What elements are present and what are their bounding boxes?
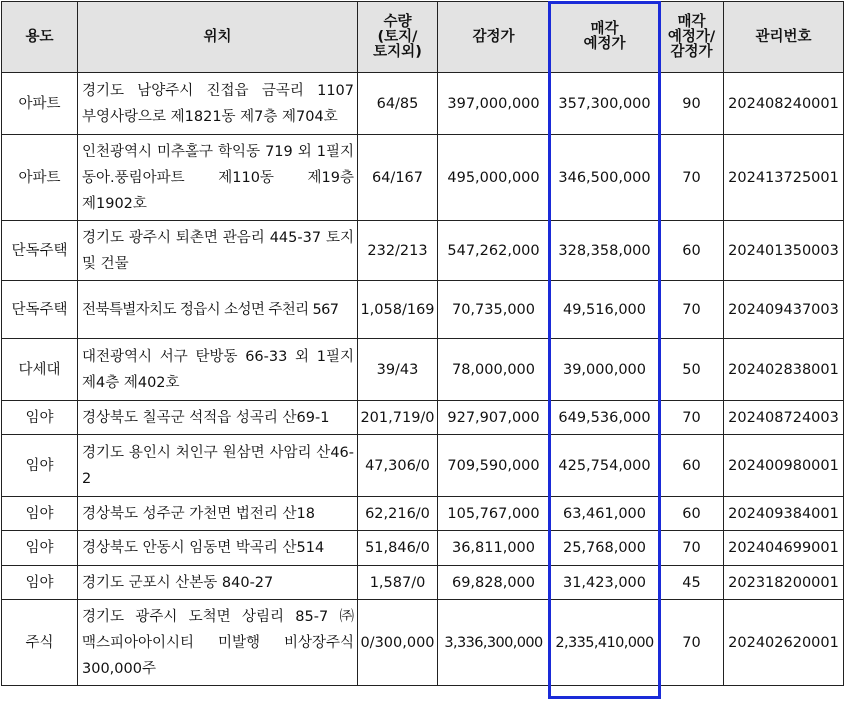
cell-ratio: 60 [660,435,724,497]
cell-mgmt-no: 202408240001 [724,73,844,135]
cell-mgmt-no: 202413725001 [724,135,844,221]
cell-location: 경기도 광주시 도척면 상림리 85-7 ㈜맥스피아아이시티 미발행 비상장주식 300,000주 [78,600,358,686]
cell-usage: 주식 [2,600,78,686]
cell-quantity: 64/167 [358,135,438,221]
cell-appraisal: 3,336,300,000 [438,600,550,686]
header-mgmt-no [724,2,844,73]
cell-quantity: 0/300,000 [358,600,438,686]
header-ratio-line3: 감정가 [670,43,713,60]
cell-mgmt-no: 202400980001 [724,435,844,497]
header-usage-label: 용도 [25,28,54,45]
header-planned-price [550,2,660,73]
cell-ratio: 50 [660,339,724,401]
cell-usage: 아파트 [2,73,78,135]
cell-usage: 임야 [2,401,78,435]
auction-listing-table [1,1,844,686]
cell-planned-price: 357,300,000 [550,73,660,135]
cell-ratio: 90 [660,73,724,135]
header-ratio-line1: 매각 [677,13,706,30]
cell-mgmt-no: 202409437003 [724,281,844,339]
cell-mgmt-no: 202408724003 [724,401,844,435]
cell-planned-price: 346,500,000 [550,135,660,221]
cell-location: 인천광역시 미추홀구 학익동 719 외 1필지 동아.풍림아파트 제110동 제19층 제1902호 [78,135,358,221]
header-quantity-line2: (토지/ [377,28,418,45]
auction-table-wrapper [1,1,844,686]
cell-location: 경기도 남양주시 진접읍 금곡리 1107 부영사랑으로 제1821동 제7층 제704호 [78,73,358,135]
cell-appraisal: 397,000,000 [438,73,550,135]
cell-ratio: 60 [660,497,724,531]
cell-planned-price: 63,461,000 [550,497,660,531]
header-planned-price-line1: 매각 [590,21,619,37]
cell-appraisal: 78,000,000 [438,339,550,401]
cell-usage: 임야 [2,566,78,600]
cell-mgmt-no: 202401350003 [724,221,844,281]
header-ratio [660,2,724,73]
table-row [2,600,844,686]
table-row [2,401,844,435]
cell-appraisal: 36,811,000 [438,531,550,566]
cell-location: 전북특별자치도 정읍시 소성면 주천리 567 [78,281,358,339]
cell-location: 경기도 군포시 산본동 840-27 [78,566,358,600]
cell-mgmt-no: 202402620001 [724,600,844,686]
cell-appraisal: 70,735,000 [438,281,550,339]
table-row [2,435,844,497]
cell-quantity: 47,306/0 [358,435,438,497]
cell-quantity: 39/43 [358,339,438,401]
table-row [2,566,844,600]
cell-usage: 임야 [2,531,78,566]
table-row [2,497,844,531]
cell-usage: 임야 [2,435,78,497]
cell-location: 경상북도 안동시 임동면 박곡리 산514 [78,531,358,566]
header-location [78,2,358,73]
cell-quantity: 62,216/0 [358,497,438,531]
table-row [2,135,844,221]
cell-usage: 임야 [2,497,78,531]
cell-planned-price: 31,423,000 [550,566,660,600]
cell-mgmt-no: 202318200001 [724,566,844,600]
table-row [2,531,844,566]
cell-ratio: 70 [660,281,724,339]
cell-appraisal: 927,907,000 [438,401,550,435]
header-location-label: 위치 [203,28,232,45]
cell-usage: 단독주택 [2,281,78,339]
cell-ratio: 70 [660,401,724,435]
cell-mgmt-no: 202409384001 [724,497,844,531]
cell-appraisal: 547,262,000 [438,221,550,281]
cell-planned-price: 49,516,000 [550,281,660,339]
cell-quantity: 1,587/0 [358,566,438,600]
cell-planned-price: 328,358,000 [550,221,660,281]
cell-planned-price: 649,536,000 [550,401,660,435]
table-row [2,73,844,135]
cell-quantity: 1,058/169 [358,281,438,339]
cell-appraisal: 105,767,000 [438,497,550,531]
table-row [2,281,844,339]
header-ratio-line2: 예정가/ [667,28,716,45]
cell-quantity: 64/85 [358,73,438,135]
cell-ratio: 45 [660,566,724,600]
cell-usage: 아파트 [2,135,78,221]
header-planned-price-line2: 예정가 [583,36,626,52]
cell-appraisal: 709,590,000 [438,435,550,497]
header-quantity [358,2,438,73]
header-row [2,2,844,73]
cell-appraisal: 69,828,000 [438,566,550,600]
table-row [2,221,844,281]
cell-quantity: 51,846/0 [358,531,438,566]
table-body [2,73,844,686]
header-appraisal [438,2,550,73]
cell-quantity: 232/213 [358,221,438,281]
header-quantity-line1: 수량 [383,13,412,30]
cell-ratio: 70 [660,600,724,686]
cell-ratio: 70 [660,135,724,221]
table-row [2,339,844,401]
header-mgmt-no-label: 관리번호 [755,28,812,45]
cell-location: 경상북도 성주군 가천면 법전리 산18 [78,497,358,531]
cell-usage: 단독주택 [2,221,78,281]
cell-location: 경기도 광주시 퇴촌면 관음리 445-37 토지 및 건물 [78,221,358,281]
cell-planned-price: 2,335,410,000 [550,600,660,686]
cell-appraisal: 495,000,000 [438,135,550,221]
cell-planned-price: 39,000,000 [550,339,660,401]
cell-location: 대전광역시 서구 탄방동 66-33 외 1필지 제4층 제402호 [78,339,358,401]
cell-planned-price: 25,768,000 [550,531,660,566]
header-quantity-line3: 토지외) [373,43,422,60]
header-usage [2,2,78,73]
cell-mgmt-no: 202404699001 [724,531,844,566]
cell-mgmt-no: 202402838001 [724,339,844,401]
cell-planned-price: 425,754,000 [550,435,660,497]
cell-ratio: 60 [660,221,724,281]
cell-quantity: 201,719/0 [358,401,438,435]
header-appraisal-label: 감정가 [472,28,515,45]
cell-ratio: 70 [660,531,724,566]
cell-usage: 다세대 [2,339,78,401]
cell-location: 경상북도 칠곡군 석적읍 성곡리 산69-1 [78,401,358,435]
cell-location: 경기도 용인시 처인구 원삼면 사암리 산46-2 [78,435,358,497]
table-header [2,2,844,73]
